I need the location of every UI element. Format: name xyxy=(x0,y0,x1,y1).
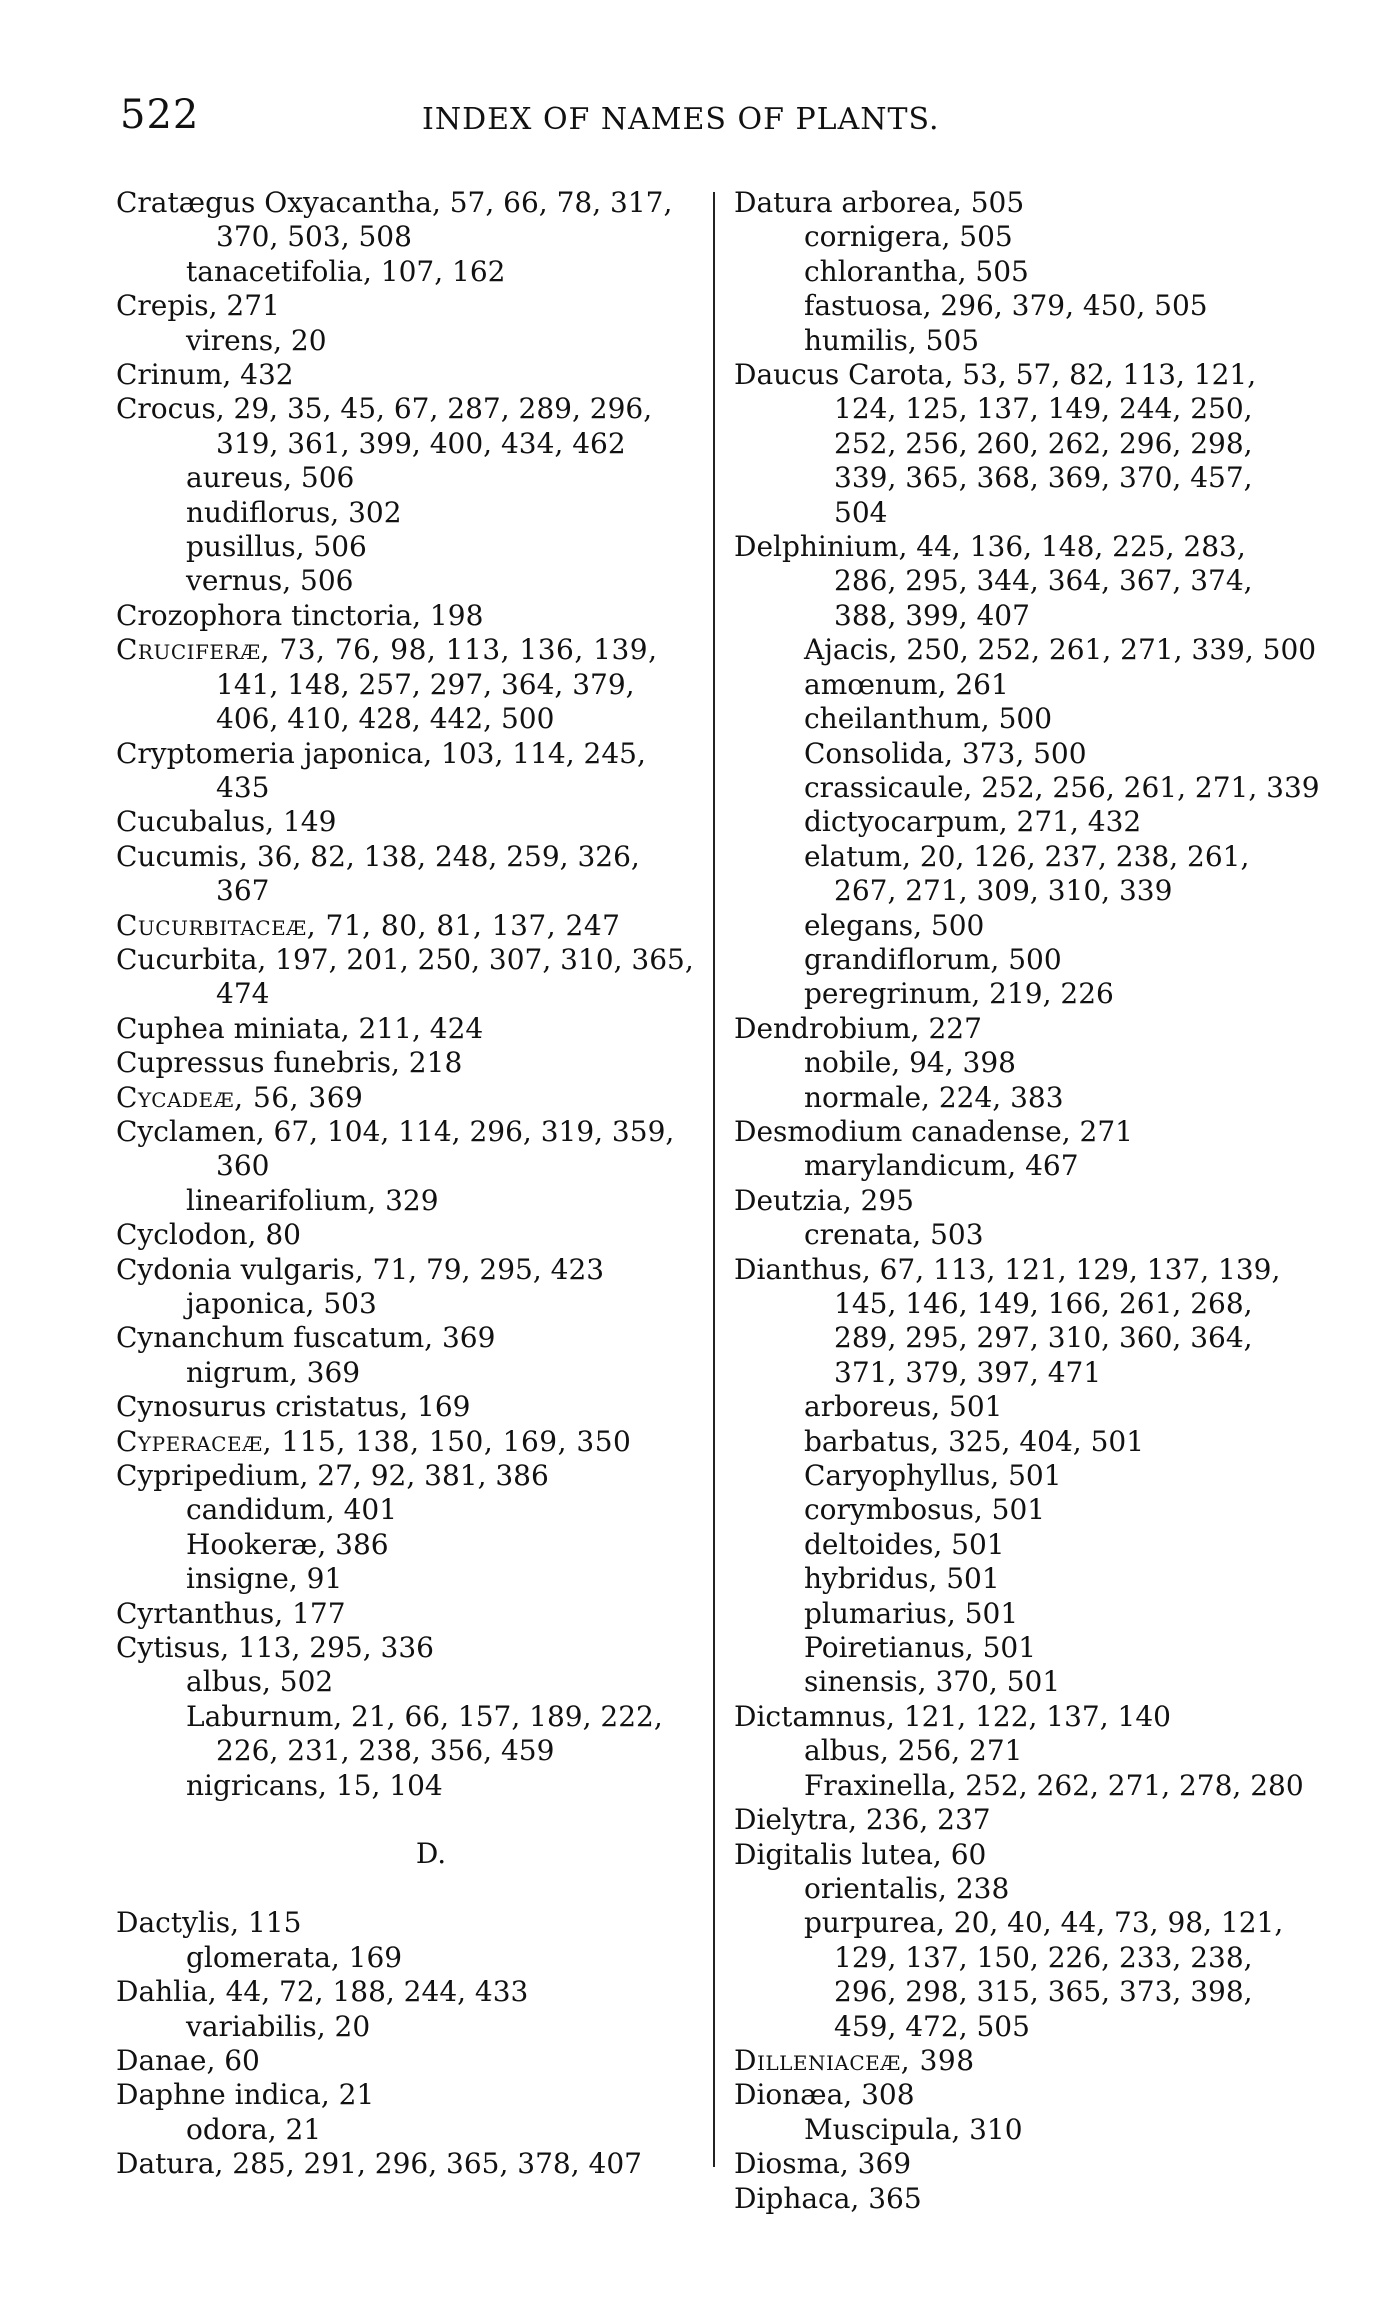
index-subentry: 339, 365, 368, 369, 370, 457, xyxy=(834,461,1253,495)
index-subentry: corymbosus, 501 xyxy=(804,1493,1046,1527)
index-entry: Cruciferæ, 73, 76, 98, 113, 136, 139, xyxy=(116,633,658,667)
index-entry: Delphinium, 44, 136, 148, 225, 283, xyxy=(734,530,1246,564)
index-subentry: linearifolium, 329 xyxy=(186,1183,439,1217)
index-subentry: 124, 125, 137, 149, 244, 250, xyxy=(834,392,1253,426)
index-entry: Cryptomeria japonica, 103, 114, 245, xyxy=(116,736,646,770)
index-entry: Datura, 285, 291, 296, 365, 378, 407 xyxy=(116,2147,642,2181)
index-subentry: nigrum, 369 xyxy=(186,1355,361,1389)
index-entry: Daucus Carota, 53, 57, 82, 113, 121, xyxy=(734,358,1257,392)
index-entry: Crepis, 271 xyxy=(116,289,280,323)
index-subentry: orientalis, 238 xyxy=(804,1871,1010,1905)
index-subentry: purpurea, 20, 40, 44, 73, 98, 121, xyxy=(804,1906,1284,1940)
index-entry: Daphne indica, 21 xyxy=(116,2078,375,2112)
index-subentry: nigricans, 15, 104 xyxy=(186,1768,443,1802)
index-entry: Diphaca, 365 xyxy=(734,2181,922,2215)
index-subentry: peregrinum, 219, 226 xyxy=(804,977,1114,1011)
index-subentry: 370, 503, 508 xyxy=(216,220,412,254)
index-subentry: Fraxinella, 252, 262, 271, 278, 280 xyxy=(804,1768,1304,1802)
index-subentry: insigne, 91 xyxy=(186,1562,343,1596)
index-subentry: Consolida, 373, 500 xyxy=(804,736,1087,770)
index-subentry: 296, 298, 315, 365, 373, 398, xyxy=(834,1975,1253,2009)
spacer xyxy=(116,1872,706,1906)
index-entry: Dahlia, 44, 72, 188, 244, 433 xyxy=(116,1975,529,2009)
index-subentry: cheilanthum, 500 xyxy=(804,702,1053,736)
index-entry: Dendrobium, 227 xyxy=(734,1011,982,1045)
index-subentry: 367 xyxy=(216,874,270,908)
index-subentry: vernus, 506 xyxy=(186,564,354,598)
index-column-right xyxy=(734,186,1320,2216)
running-title: INDEX OF NAMES OF PLANTS. xyxy=(422,102,940,137)
index-entry: Cyclamen, 67, 104, 114, 296, 319, 359, xyxy=(116,1114,675,1148)
index-subentry: nobile, 94, 398 xyxy=(804,1046,1016,1080)
index-subentry: nudiflorus, 302 xyxy=(186,495,402,529)
index-subentry: albus, 256, 271 xyxy=(804,1734,1023,1768)
index-subentry: 141, 148, 257, 297, 364, 379, xyxy=(216,667,635,701)
index-subentry: 406, 410, 428, 442, 500 xyxy=(216,702,555,736)
index-subentry: 129, 137, 150, 226, 233, 238, xyxy=(834,1940,1253,1974)
index-entry: Crinum, 432 xyxy=(116,358,294,392)
index-entry: Cucurbitaceæ, 71, 80, 81, 137, 247 xyxy=(116,908,621,942)
index-entry: Cyclodon, 80 xyxy=(116,1218,301,1252)
index-subentry: 289, 295, 297, 310, 360, 364, xyxy=(834,1321,1253,1355)
index-subentry: fastuosa, 296, 379, 450, 505 xyxy=(804,289,1208,323)
index-entry: Cucumis, 36, 82, 138, 248, 259, 326, xyxy=(116,839,640,873)
index-entry: Cycadeæ, 56, 369 xyxy=(116,1080,364,1114)
index-subentry: odora, 21 xyxy=(186,2112,322,2146)
index-subentry: crassicaule, 252, 256, 261, 271, 339 xyxy=(804,770,1320,804)
index-entry: Diosma, 369 xyxy=(734,2147,912,2181)
index-subentry: Poiretianus, 501 xyxy=(804,1631,1037,1665)
index-entry: Cupressus funebris, 218 xyxy=(116,1046,463,1080)
index-entry: Datura arborea, 505 xyxy=(734,186,1025,219)
index-entry: Desmodium canadense, 271 xyxy=(734,1114,1133,1148)
index-entry: Dianthus, 67, 113, 121, 129, 137, 139, xyxy=(734,1252,1281,1286)
index-subentry: tanacetifolia, 107, 162 xyxy=(186,254,506,288)
index-entry: Cypripedium, 27, 92, 381, 386 xyxy=(116,1459,549,1493)
index-subentry: marylandicum, 467 xyxy=(804,1149,1079,1183)
index-entry: Dictamnus, 121, 122, 137, 140 xyxy=(734,1699,1171,1733)
index-entry: Deutzia, 295 xyxy=(734,1183,914,1217)
index-subentry: glomerata, 169 xyxy=(186,1940,403,1974)
index-subentry: Hookeræ, 386 xyxy=(186,1527,389,1561)
index-subentry: pusillus, 506 xyxy=(186,530,367,564)
spacer xyxy=(116,1803,706,1837)
index-column-left xyxy=(116,186,706,2182)
index-subentry: 226, 231, 238, 356, 459 xyxy=(216,1734,555,1768)
index-entry: Crozophora tinctoria, 198 xyxy=(116,598,484,632)
index-entry: Dactylis, 115 xyxy=(116,1906,302,1940)
index-subentry: albus, 502 xyxy=(186,1665,334,1699)
index-entry: Digitalis lutea, 60 xyxy=(734,1837,987,1871)
index-subentry: 371, 379, 397, 471 xyxy=(834,1355,1102,1389)
section-letter-heading: D. xyxy=(415,1837,447,1871)
page-header xyxy=(120,92,1020,152)
index-entry: Cratægus Oxyacantha, 57, 66, 78, 317, xyxy=(116,186,673,219)
index-subentry: 504 xyxy=(834,495,888,529)
index-subentry: aureus, 506 xyxy=(186,461,355,495)
index-subentry: grandiflorum, 500 xyxy=(804,942,1062,976)
index-subentry: deltoides, 501 xyxy=(804,1527,1005,1561)
index-entry: Cucurbita, 197, 201, 250, 307, 310, 365, xyxy=(116,942,694,976)
index-subentry: plumarius, 501 xyxy=(804,1596,1019,1630)
index-entry: Dielytra, 236, 237 xyxy=(734,1803,991,1837)
index-subentry: elegans, 500 xyxy=(804,908,985,942)
index-subentry: Muscipula, 310 xyxy=(804,2112,1023,2146)
index-subentry: dictyocarpum, 271, 432 xyxy=(804,805,1142,839)
index-subentry: virens, 20 xyxy=(186,323,327,357)
page-number: 522 xyxy=(120,92,200,138)
index-entry: Crocus, 29, 35, 45, 67, 287, 289, 296, xyxy=(116,392,653,426)
index-subentry: candidum, 401 xyxy=(186,1493,398,1527)
index-subentry: cornigera, 505 xyxy=(804,220,1013,254)
index-subentry: variabilis, 20 xyxy=(186,2009,371,2043)
index-subentry: 435 xyxy=(216,770,270,804)
index-entry: Dionæa, 308 xyxy=(734,2078,915,2112)
index-subentry: Ajacis, 250, 252, 261, 271, 339, 500 xyxy=(804,633,1317,667)
index-subentry: normale, 224, 383 xyxy=(804,1080,1064,1114)
index-subentry: Laburnum, 21, 66, 157, 189, 222, xyxy=(186,1699,663,1733)
index-entry: Cyperaceæ, 115, 138, 150, 169, 350 xyxy=(116,1424,632,1458)
index-subentry: Caryophyllus, 501 xyxy=(804,1459,1062,1493)
index-entry: Danae, 60 xyxy=(116,2043,260,2077)
index-subentry: 360 xyxy=(216,1149,270,1183)
index-entry: Cuphea miniata, 211, 424 xyxy=(116,1011,484,1045)
index-subentry: 319, 361, 399, 400, 434, 462 xyxy=(216,426,626,460)
index-subentry: 459, 472, 505 xyxy=(834,2009,1030,2043)
index-subentry: 388, 399, 407 xyxy=(834,598,1030,632)
index-subentry: humilis, 505 xyxy=(804,323,980,357)
index-entry: Cydonia vulgaris, 71, 79, 295, 423 xyxy=(116,1252,605,1286)
index-subentry: 252, 256, 260, 262, 296, 298, xyxy=(834,426,1253,460)
index-subentry: hybridus, 501 xyxy=(804,1562,1000,1596)
index-subentry: 145, 146, 149, 166, 261, 268, xyxy=(834,1287,1253,1320)
index-subentry: arboreus, 501 xyxy=(804,1390,1003,1424)
index-entry: Cyrtanthus, 177 xyxy=(116,1596,346,1630)
index-subentry: 267, 271, 309, 310, 339 xyxy=(834,874,1173,908)
index-entry: Cynanchum fuscatum, 369 xyxy=(116,1321,496,1355)
index-subentry: barbatus, 325, 404, 501 xyxy=(804,1424,1145,1458)
index-subentry: japonica, 503 xyxy=(186,1287,377,1320)
index-subentry: 286, 295, 344, 364, 367, 374, xyxy=(834,564,1253,598)
index-entry: Cucubalus, 149 xyxy=(116,805,337,839)
index-entry: Dilleniaceæ, 398 xyxy=(734,2043,975,2077)
index-subentry: crenata, 503 xyxy=(804,1218,984,1252)
index-subentry: sinensis, 370, 501 xyxy=(804,1665,1061,1699)
index-entry: Cynosurus cristatus, 169 xyxy=(116,1390,471,1424)
index-subentry: 474 xyxy=(216,977,270,1011)
index-entry: Cytisus, 113, 295, 336 xyxy=(116,1631,434,1665)
index-subentry: amœnum, 261 xyxy=(804,667,1009,701)
index-subentry: elatum, 20, 126, 237, 238, 261, xyxy=(804,839,1250,873)
index-subentry: chlorantha, 505 xyxy=(804,254,1029,288)
column-divider xyxy=(713,192,715,2167)
